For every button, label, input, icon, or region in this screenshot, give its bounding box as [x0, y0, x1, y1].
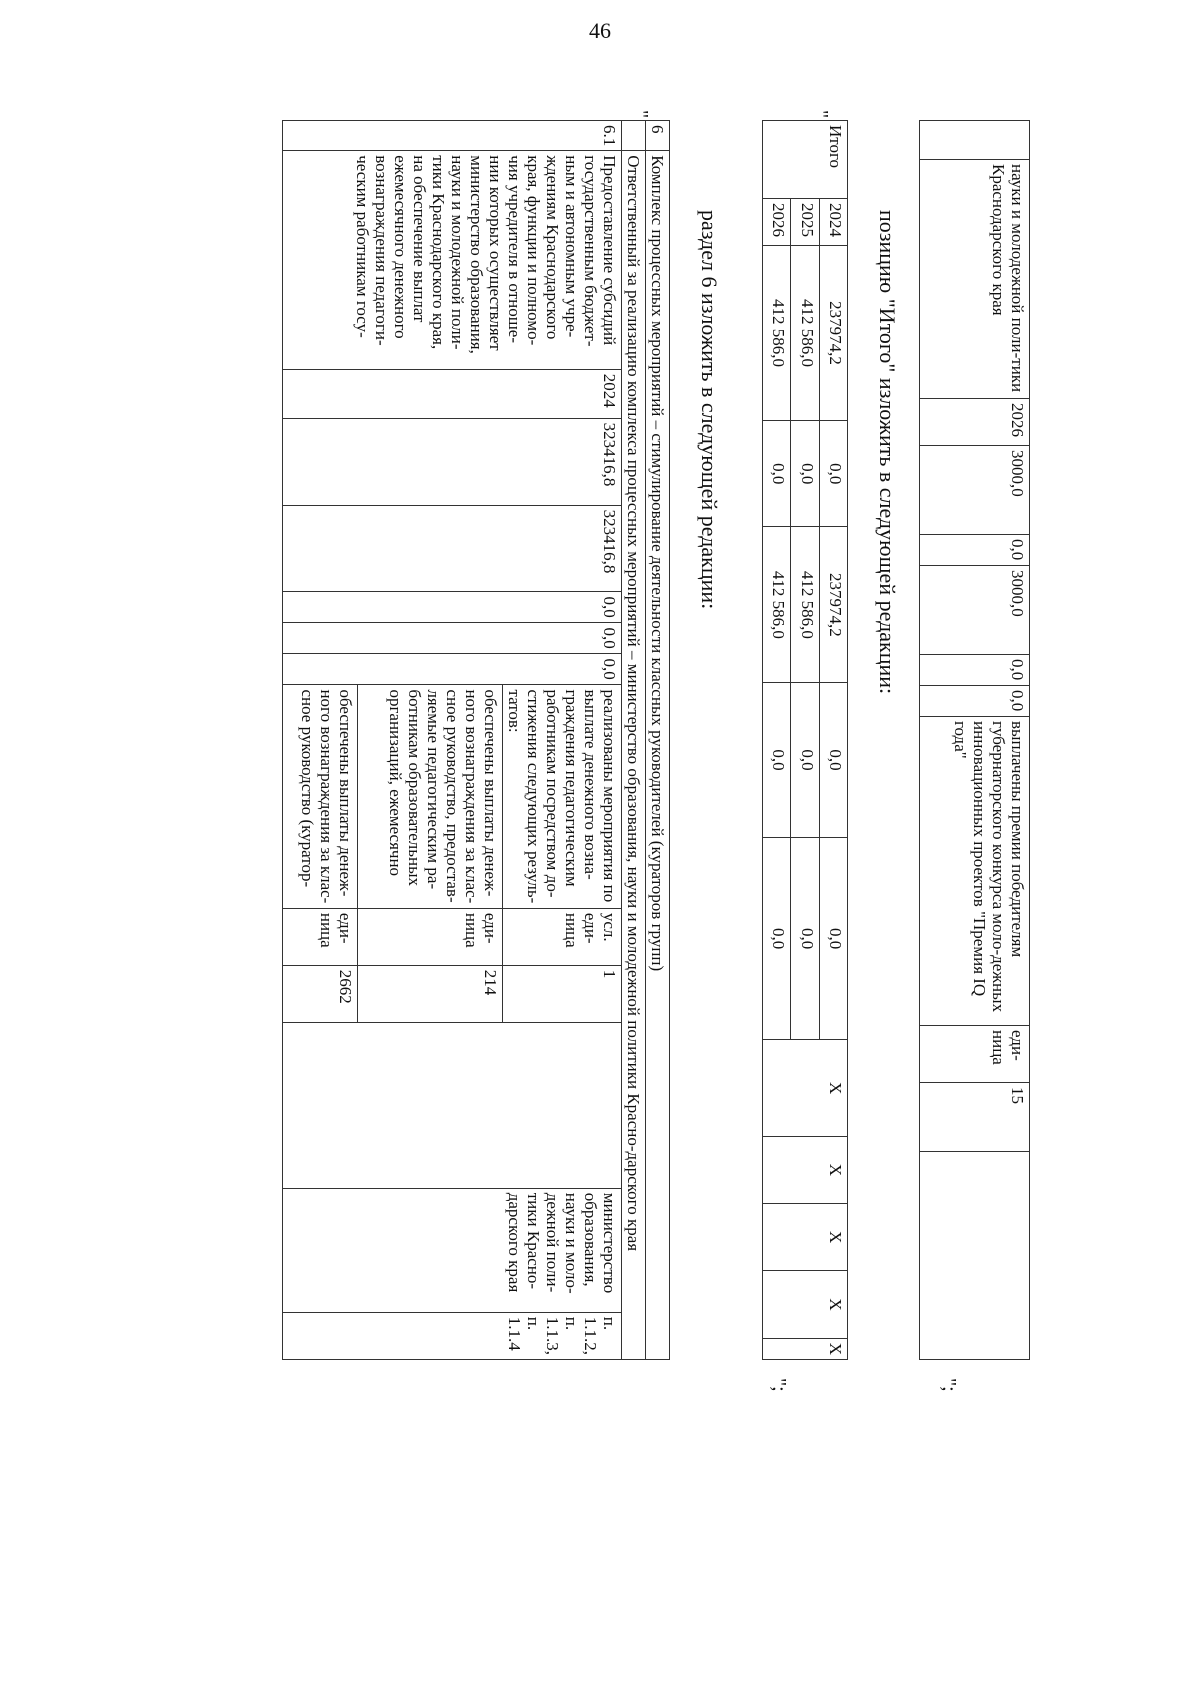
cell-points: п. 1.1.2, п. 1.1.3, п. 1.1.4 — [282, 1312, 621, 1359]
cell-value: 0,0 — [920, 535, 1030, 566]
cell-empty — [621, 121, 645, 151]
cell-value: 0,0 — [791, 683, 819, 837]
section-responsible: Ответственный за реализацию комплекса процессных мероприятий – министерство образования, науки и молодежной политики Красно-дарского края — [621, 151, 645, 1360]
cell-unit: еди-ница — [920, 1026, 1030, 1083]
cell-value: 0,0 — [282, 654, 621, 685]
cell-value: 0,0 — [791, 837, 819, 1040]
cell-value: 412 586,0 — [763, 527, 791, 683]
cell-value: 0,0 — [819, 837, 847, 1040]
table-total — [762, 120, 848, 1360]
opening-quote: " — [810, 110, 832, 119]
cell-target: 15 — [920, 1083, 1030, 1152]
cell-value: 0,0 — [791, 421, 819, 527]
cell-value: 0,0 — [763, 683, 791, 837]
cell-value: 0,0 — [819, 421, 847, 527]
cell-row-num: 6.1 — [282, 121, 621, 151]
cell-x: X — [763, 1338, 848, 1359]
cell-unit: еди-ница — [282, 908, 357, 965]
cell-x: X — [763, 1136, 848, 1203]
cell-result: обеспечены выплаты денеж-ного вознаграждения за клас-сное руководство, предостав-ляемые педагогическим ра-ботникам образовательных организаций, ежемесячно — [357, 685, 502, 908]
cell-year: 2026 — [763, 199, 791, 246]
cell-value: 0,0 — [763, 421, 791, 527]
cell-target: 214 — [357, 965, 502, 1022]
cell-target: 1 — [502, 965, 621, 1022]
closing-quote: "; — [768, 1378, 790, 1392]
cell-result: обеспечены выплаты денеж-ного вознаграждения за клас-сное руководство (куратор- — [282, 685, 357, 908]
cell-value: 0,0 — [920, 686, 1030, 717]
cell-year: 2025 — [791, 199, 819, 246]
table-row — [502, 121, 621, 1360]
cell-value: 0,0 — [920, 655, 1030, 686]
instruction-total: позицию "Итого" изложить в следующей редакции: — [875, 210, 900, 695]
table-row — [819, 121, 847, 1360]
cell-value: 323416,8 — [282, 418, 621, 505]
cell-result: выплачены премии победителям губернаторского конкурса моло-дежных инновационных проектов "Премия IQ года" — [920, 717, 1030, 1026]
cell-target: 2662 — [282, 965, 357, 1022]
cell-value: 0,0 — [819, 683, 847, 837]
table-prev-row — [919, 120, 1030, 1360]
cell-value: 237974,2 — [819, 245, 847, 420]
table-row — [920, 121, 1030, 1360]
cell-value: 412 586,0 — [763, 245, 791, 420]
opening-quote: " — [630, 110, 652, 119]
cell-value: 3000,0 — [920, 446, 1030, 535]
cell-section-num: 6 — [645, 121, 669, 151]
cell-value: 412 586,0 — [791, 245, 819, 420]
cell-value: 0,0 — [763, 837, 791, 1040]
cell-total-label: Итого — [763, 121, 848, 199]
table-section-6 — [282, 120, 670, 1360]
cell-x: X — [763, 1204, 848, 1271]
cell-result: реализованы мероприятия по выплате денежного возна-граждения педагогическим работникам посредством до-стижения следующих резуль-татов: — [502, 685, 621, 908]
cell-value: 237974,2 — [819, 527, 847, 683]
closing-quote: "; — [938, 1378, 960, 1392]
cell-executor: науки и молодежной поли-тики Краснодарского края — [920, 160, 1030, 399]
cell-empty — [282, 1022, 621, 1170]
cell-executor: министерство образования, науки и моло-дежной поли-тики Красно-дарского края — [282, 1188, 621, 1312]
cell-empty — [282, 1170, 621, 1188]
cell-empty — [920, 1152, 1030, 1360]
cell-year: 2024 — [819, 199, 847, 246]
cell-measure-name: Предоставление субсидий государственным бюджет-ным и автономным учре-ждениям Краснодарского края, функции и полномо-чия учредителя в отноше-нии которых осуществляет министерство образования, науки и молодежной поли-тики Краснодарского края, на обеспечение выплат ежемесячного денежного вознаграждения педагоги-ческим работникам госу- — [282, 151, 621, 369]
page-number: 46 — [589, 18, 611, 43]
rotated-content — [190, 110, 1090, 1470]
cell-value: 3000,0 — [920, 566, 1030, 655]
cell-x: X — [763, 1271, 848, 1338]
cell-unit: еди-ница — [357, 908, 502, 965]
table-row — [645, 121, 669, 1360]
section-title: Комплекс процессных мероприятий – стимулирование деятельности классных руководителей (кураторов групп) — [645, 151, 669, 1360]
cell-year: 2026 — [920, 399, 1030, 446]
table-row — [621, 121, 645, 1360]
cell-unit: усл. еди-ница — [502, 908, 621, 965]
cell-value: 0,0 — [282, 592, 621, 623]
cell-value: 323416,8 — [282, 505, 621, 592]
instruction-section: раздел 6 изложить в следующей редакции: — [697, 210, 722, 610]
cell-value: 0,0 — [282, 623, 621, 654]
cell-empty — [920, 121, 1030, 160]
cell-x: X — [763, 1040, 848, 1136]
cell-value: 412 586,0 — [791, 527, 819, 683]
cell-year: 2024 — [282, 369, 621, 418]
